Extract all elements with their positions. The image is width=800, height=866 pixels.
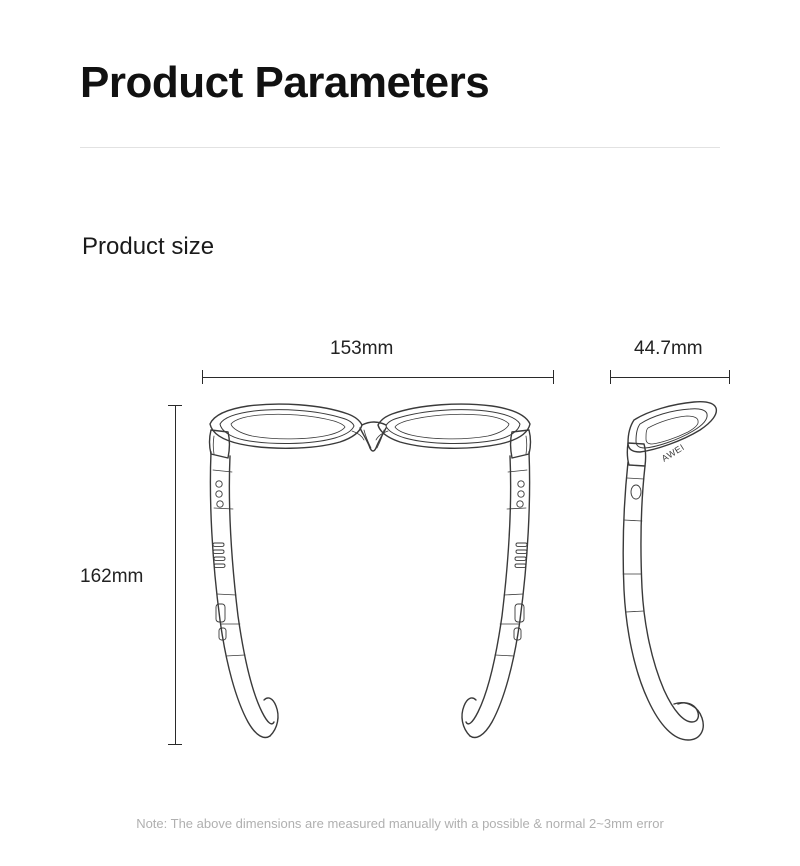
right-lens-glass [395, 414, 509, 439]
measure-cap-bottom [168, 744, 182, 745]
side-temple-outer [623, 462, 703, 740]
side-temple-seg-1 [627, 478, 644, 479]
svg-text:AWEI: AWEI [659, 441, 687, 464]
left-hinge [210, 430, 230, 458]
dimension-label-width: 153mm [330, 338, 394, 359]
side-temple-seg-4 [626, 611, 644, 612]
side-front-glass [646, 416, 698, 444]
left-temple-seg-3 [217, 594, 236, 595]
right-temple-tip [462, 698, 476, 736]
glasses-top-view [210, 404, 531, 737]
right-lens-outline [378, 404, 530, 448]
side-temple-inner [641, 466, 698, 722]
right-temple-outer [470, 452, 530, 737]
left-lens-inner [220, 410, 354, 444]
right-hinge-line [526, 436, 527, 454]
page-title: Product Parameters [80, 58, 490, 107]
left-charging-contacts [213, 543, 225, 567]
side-front-outline [628, 402, 716, 452]
left-temple-seg-2 [214, 508, 233, 509]
left-lens-outline [210, 404, 362, 448]
measure-bar-height [168, 405, 182, 745]
glasses-side-view [623, 402, 716, 740]
side-temple-seg-2 [624, 520, 642, 521]
right-detail-markers [514, 604, 524, 640]
title-divider [80, 147, 720, 148]
left-hinge-line [213, 436, 214, 454]
left-temple-seg-5 [226, 655, 245, 656]
measure-line [610, 377, 730, 378]
side-front-inner [636, 409, 707, 448]
nose-pad-left [364, 430, 371, 448]
side-speaker-port [631, 485, 641, 499]
measurement-note: Note: The above dimensions are measured manually with a possible & normal 2~3mm error [136, 816, 664, 831]
right-temple-seg-1 [508, 470, 527, 472]
left-temple-outer [210, 452, 270, 737]
right-lens-inner [386, 410, 520, 444]
brand-mark-icon [660, 442, 687, 464]
measure-cap-right [729, 370, 730, 384]
left-temple-seg-1 [213, 470, 232, 472]
measure-cap-right [553, 370, 554, 384]
right-temple-seg-5 [495, 655, 514, 656]
measure-bar-side-width [610, 370, 730, 384]
nose-bridge-center [360, 428, 386, 451]
dimension-label-height: 162mm [80, 566, 144, 587]
bridge-detail-left [352, 431, 364, 440]
side-hinge [627, 443, 645, 466]
right-hinge [511, 430, 531, 458]
right-speaker-grill [517, 481, 524, 507]
right-temple-seg-2 [507, 508, 526, 509]
dimension-label-side-width: 44.7mm [634, 338, 703, 359]
right-temple-inner [466, 456, 511, 724]
left-detail-markers [216, 604, 226, 640]
section-subtitle: Product size [82, 233, 215, 260]
measure-line [175, 405, 176, 745]
left-lens-glass [231, 414, 345, 439]
left-temple-inner [229, 456, 274, 724]
right-temple-seg-3 [504, 594, 523, 595]
measure-line [202, 377, 554, 378]
measure-bar-width [202, 370, 554, 384]
left-temple-tip [264, 698, 278, 736]
left-speaker-grill [216, 481, 223, 507]
nose-pad-right [377, 430, 384, 448]
bridge-detail-right [376, 431, 388, 440]
nose-bridge-top [362, 422, 386, 425]
right-charging-contacts [515, 543, 527, 567]
